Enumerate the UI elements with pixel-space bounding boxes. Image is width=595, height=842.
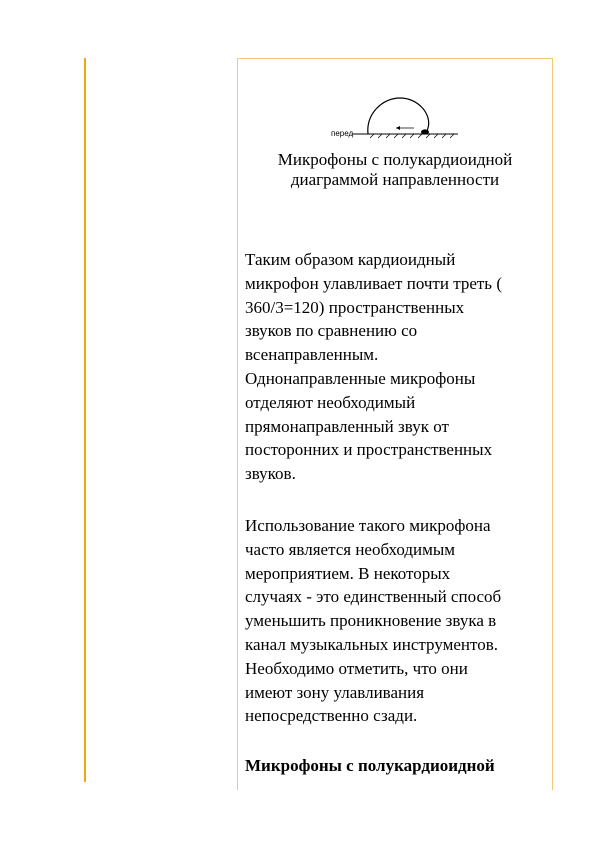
caption-line: диаграммой направленности — [290, 170, 500, 189]
text-line: часто является необходимым — [245, 539, 456, 559]
half-cardioid-diagram — [330, 92, 460, 144]
text-line: Необходимо отметить, что они — [245, 658, 468, 678]
text-line: имеют зону улавливания — [245, 682, 425, 702]
paragraph-cardioid — [245, 248, 550, 486]
diagram-microphone — [421, 129, 429, 134]
text-line: Таким образом кардиоидный — [245, 250, 456, 269]
section-heading: Микрофоны с полукардиоидной — [245, 756, 495, 775]
text-line: мероприятием. В некоторых — [245, 563, 451, 583]
text-line: звуков по сравнению со — [245, 321, 418, 341]
text-line: микрофон улавливает почти треть ( — [245, 273, 502, 293]
diagram-label: перед — [331, 129, 354, 138]
figure-caption — [238, 150, 552, 190]
text-line: посторонних и пространственных — [245, 440, 493, 460]
text-line: звуков. — [245, 464, 296, 484]
text-line: Однонаправленные микрофоны — [245, 368, 476, 388]
text-line: случаях - это единственный способ — [245, 587, 502, 607]
text-line: непосредственно сзади. — [245, 706, 418, 726]
diagram-hatching — [370, 134, 454, 138]
text-line: отделяют необходимый — [245, 392, 416, 412]
text-line: уменьшить проникновение звука в — [245, 611, 497, 631]
text-line: всенаправленным. — [245, 345, 379, 365]
caption-line: Микрофоны с полукардиоидной — [277, 150, 513, 169]
text-line: канал музыкальных инструментов. — [245, 634, 498, 654]
paragraph-usage — [245, 514, 550, 728]
left-margin-rule — [84, 58, 86, 782]
text-line: 360/3=120) пространственных — [245, 297, 465, 317]
text-line: Использование такого микрофона — [245, 516, 491, 535]
text-line: прямонаправленный звук от — [245, 416, 449, 436]
